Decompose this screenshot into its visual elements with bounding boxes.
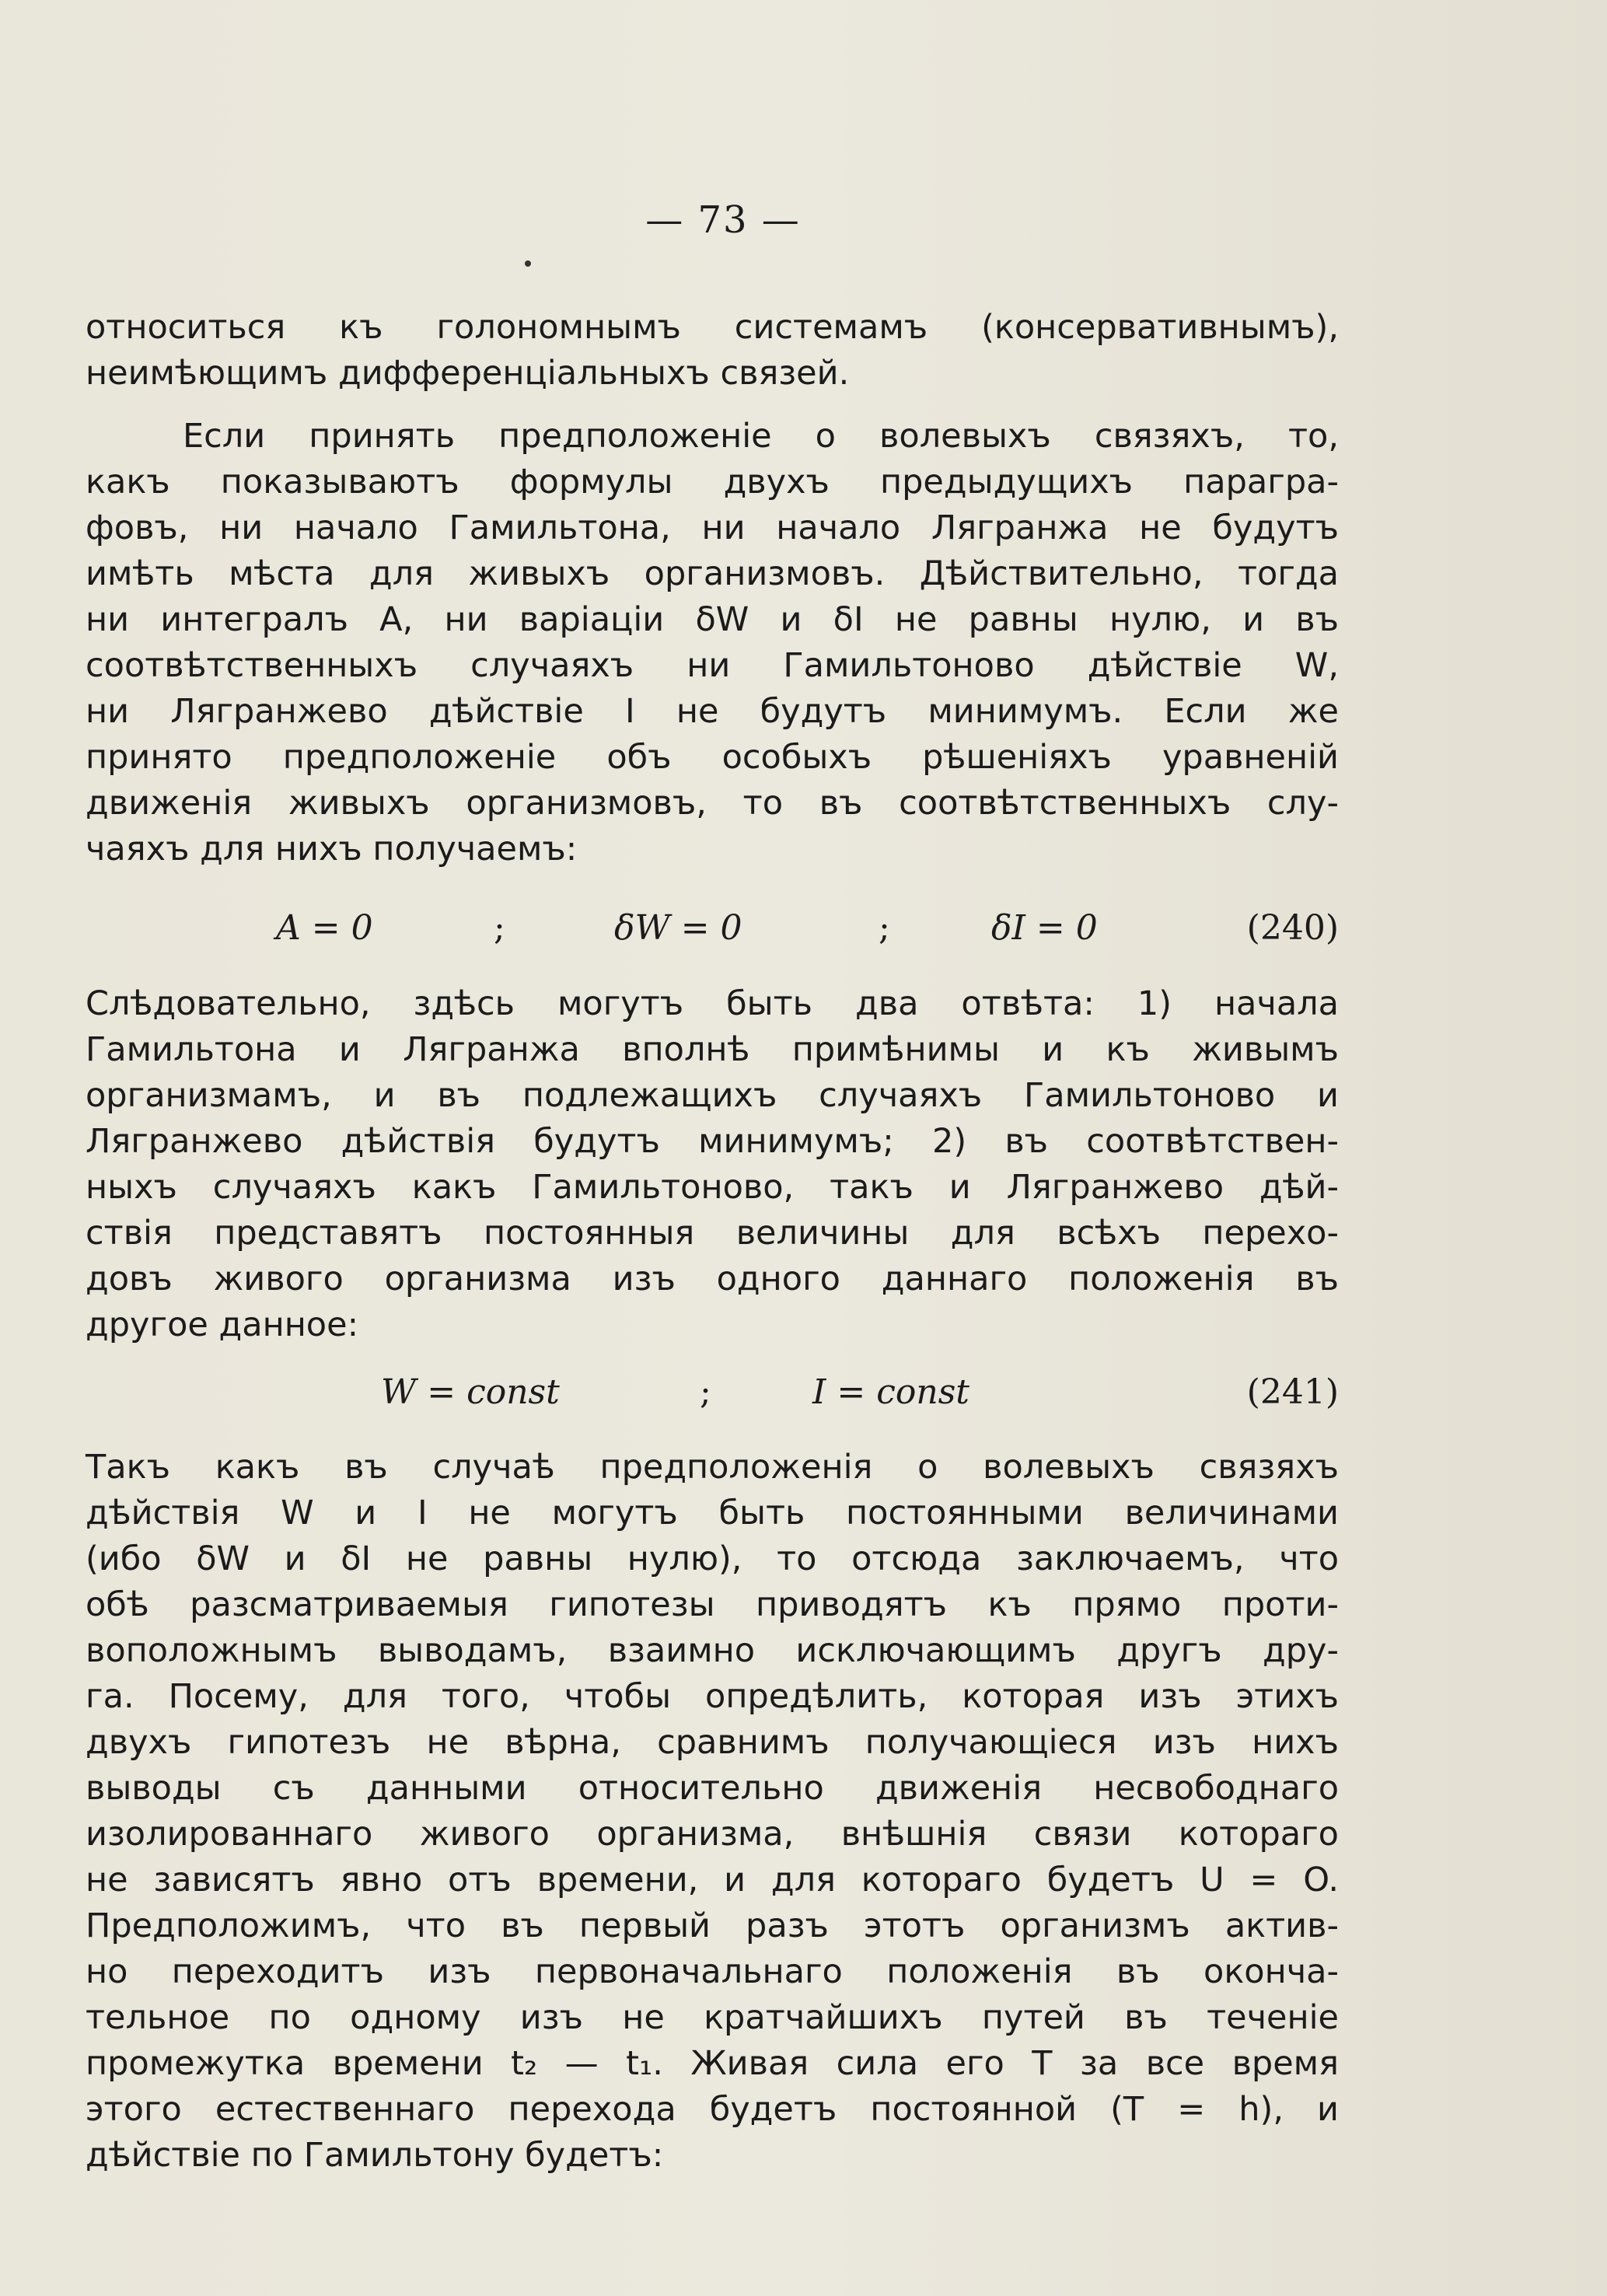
- text-line: Если принять предположеніе о волевыхъ связяхъ, то,: [183, 417, 1339, 456]
- page-number: — 73 —: [645, 198, 801, 242]
- paragraph-2: [86, 414, 1339, 872]
- text-line: но переходитъ изъ первоначальнаго положенія въ оконча-: [86, 1952, 1339, 1991]
- text-line: движенія живыхъ организмовъ, то въ соотвѣтственныхъ слу-: [86, 784, 1339, 823]
- text-line: чаяхъ для нихъ получаемъ:: [86, 830, 578, 868]
- text-line: довъ живого организма изъ одного даннаго положенія въ: [86, 1260, 1339, 1298]
- paragraph-3: [86, 981, 1339, 1348]
- text-line: фовъ, ни начало Гамильтона, ни начало Лягранжа не будутъ: [86, 508, 1339, 547]
- text-line: обѣ разсматриваемыя гипотезы приводятъ къ прямо проти-: [86, 1585, 1339, 1624]
- equation-number: (241): [1246, 1372, 1339, 1412]
- text-line: воположнымъ выводамъ, взаимно исключающимъ другъ дру-: [86, 1631, 1339, 1670]
- equation-240: [86, 908, 1339, 963]
- text-line: не зависятъ явно отъ времени, и для котораго будетъ U = O.: [86, 1861, 1339, 1899]
- text-line: Гамильтона и Лягранжа вполнѣ примѣнимы и къ живымъ: [86, 1030, 1339, 1069]
- ink-speck: [525, 260, 531, 267]
- text-line: ни интегралъ A, ни варіаціи δW и δI не равны нулю, и въ: [86, 600, 1339, 639]
- text-line: какъ показываютъ формулы двухъ предыдущихъ парагра-: [86, 463, 1339, 501]
- paragraph-1: [86, 305, 1339, 397]
- equation-term: W = const: [381, 1372, 560, 1412]
- text-line: другое данное:: [86, 1305, 359, 1344]
- text-line: принято предположеніе объ особыхъ рѣшеніяхъ уравненій: [86, 738, 1339, 777]
- equation-separator: ;: [700, 1372, 711, 1412]
- text-line: (ибо δW и δI не равны нулю), то отсюда заключаемъ, что: [86, 1539, 1339, 1578]
- text-line: имѣть мѣста для живыхъ организмовъ. Дѣйствительно, тогда: [86, 554, 1339, 593]
- text-line: изолированнаго живого организма, внѣшнія связи котораго: [86, 1815, 1339, 1854]
- text-line: организмамъ, и въ подлежащихъ случаяхъ Гамильтоново и: [86, 1076, 1339, 1115]
- text-line: относиться къ голономнымъ системамъ (консервативнымъ),: [86, 308, 1339, 347]
- text-line: ни Лягранжево дѣйствіе I не будутъ минимумъ. Если же: [86, 692, 1339, 731]
- text-line: Лягранжево дѣйствія будутъ минимумъ; 2) въ соотвѣтствен-: [86, 1122, 1339, 1161]
- text-line: Предположимъ, что въ первый разъ этотъ организмъ актив-: [86, 1906, 1339, 1945]
- paragraph-4: [86, 1445, 1339, 2179]
- text-line: Слѣдовательно, здѣсь могутъ быть два отвѣта: 1) начала: [86, 984, 1339, 1023]
- text-line: выводы съ данными относительно движенія несвободнаго: [86, 1769, 1339, 1808]
- equation-term: I = const: [812, 1372, 969, 1412]
- equation-term: A = 0: [276, 908, 373, 948]
- text-line: га. Посему, для того, чтобы опредѣлить, которая изъ этихъ: [86, 1677, 1339, 1716]
- text-line: неимѣющимъ дифференціальныхъ связей.: [86, 354, 850, 393]
- text-line: двухъ гипотезъ не вѣрна, сравнимъ получающіеся изъ нихъ: [86, 1723, 1339, 1762]
- equation-separator: ;: [879, 908, 890, 948]
- text-line: ныхъ случаяхъ какъ Гамильтоново, такъ и Лягранжево дѣй-: [86, 1168, 1339, 1207]
- text-line: этого естественнаго перехода будетъ постоянной (T = h), и: [86, 2090, 1339, 2129]
- text-line: Такъ какъ въ случаѣ предположенія о волевыхъ связяхъ: [86, 1448, 1339, 1487]
- equation-number: (240): [1246, 908, 1339, 948]
- text-line: тельное по одному изъ не кратчайшихъ путей въ теченіе: [86, 1998, 1339, 2037]
- equation-term: δI = 0: [991, 908, 1098, 948]
- text-line: соотвѣтственныхъ случаяхъ ни Гамильтоново дѣйствіе W,: [86, 646, 1339, 685]
- text-line: дѣйствія W и I не могутъ быть постоянными величинами: [86, 1494, 1339, 1532]
- text-line: ствія представятъ постоянныя величины для всѣхъ перехо-: [86, 1214, 1339, 1253]
- text-line: промежутка времени t₂ — t₁. Живая сила его T за все время: [86, 2044, 1339, 2083]
- text-line: дѣйствіе по Гамильтону будетъ:: [86, 2136, 664, 2175]
- equation-term: δW = 0: [614, 908, 742, 948]
- equation-241: [86, 1372, 1339, 1427]
- equation-separator: ;: [494, 908, 505, 948]
